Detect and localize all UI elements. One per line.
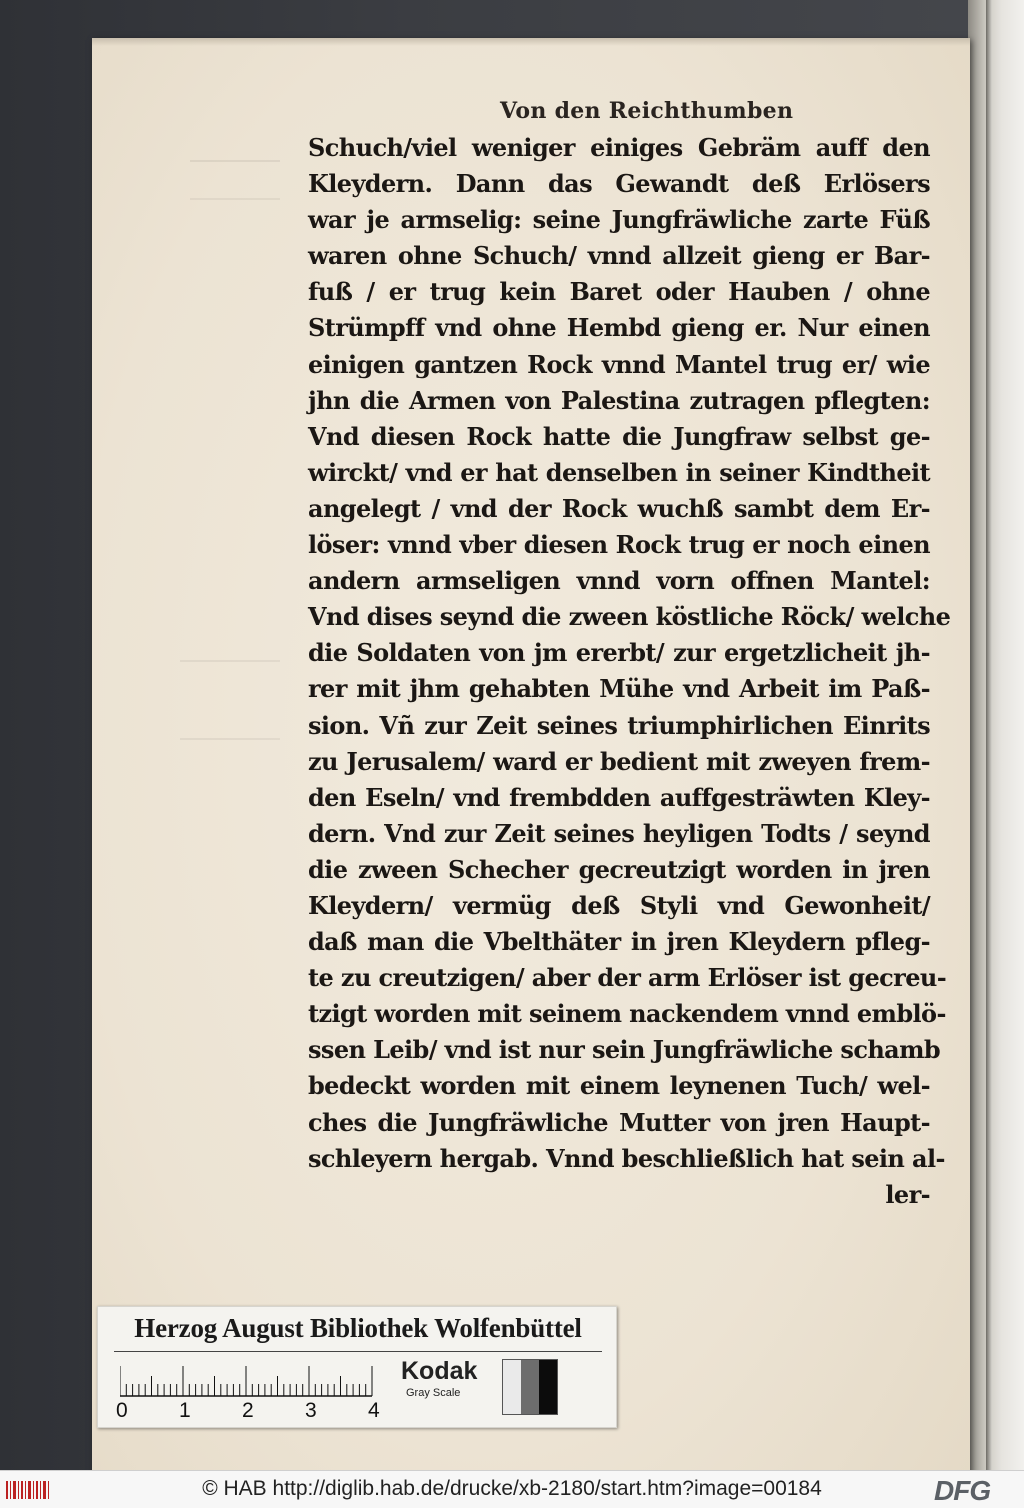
text-line: Vnd diesen Rock hatte die Jungfraw selbst ge-: [308, 421, 930, 451]
scale-card: [97, 1306, 617, 1428]
next-page-edge: [968, 0, 1024, 1470]
text-line: schleyern hergab. Vnnd beschließlich hat sein al-: [308, 1143, 945, 1173]
text-line: den Eseln/ vnd frembdden auffgesträwten Kley-: [308, 782, 930, 812]
ruler-number: 2: [242, 1399, 254, 1422]
text-line: dern. Vnd zur Zeit seines heyligen Todts / seynd: [308, 818, 930, 848]
dfg-logo: DFG: [934, 1475, 991, 1506]
text-line: Strümpff vnd ohne Hembd gieng er. Nur einen: [308, 313, 930, 343]
text-line: wirckt/ vnd er hat denselben in seiner Kindtheit: [308, 457, 930, 487]
ruler-number: 0: [116, 1399, 128, 1422]
card-divider: [114, 1351, 602, 1352]
text-line: war je armselig: seine Jungfräwliche zarte Füß: [308, 205, 930, 235]
text-line: die zween Schecher gecreutzigt worden in jren: [308, 854, 930, 884]
text-line: sion. Vñ zur Zeit seines triumphirlichen Einrits: [308, 710, 930, 740]
source-link[interactable]: © HAB http://diglib.hab.de/drucke/xb-2180/start.htm?image=00184: [202, 1477, 822, 1500]
text-line: einigen gantzen Rock vnnd Mantel trug er/ wie: [308, 349, 930, 379]
next-page-fold: [986, 0, 992, 1470]
text-line: ches die Jungfräwliche Mutter von jren Haupt-: [308, 1107, 930, 1137]
text-line: zu Jerusalem/ ward er bedient mit zweyen frem-: [308, 746, 930, 776]
text-line: Schuch/viel weniger einiges Gebräm auff den: [308, 133, 930, 162]
show-through-mark: [180, 660, 280, 740]
text-line: Kleydern/ vermüg deß Styli vnd Gewonheit/: [308, 890, 930, 920]
text-line: daß man die Vbelthäter in jren Kleydern pfleg-: [308, 927, 930, 957]
text-line: die Soldaten von jm ererbt/ zur ergetzlicheit jh-: [308, 638, 930, 668]
text-line: te zu creutzigen/ aber der arm Erlöser ist gecreu-: [308, 963, 947, 993]
show-through-mark: [190, 160, 280, 200]
text-line: ssen Leib/ vnd ist nur sein Jungfräwliche schamb: [308, 1035, 941, 1065]
text-line: waren ohne Schuch/ vnnd allzeit gieng er Bar-: [308, 241, 930, 271]
text-line: bedeckt worden mit einem leynenen Tuch/ wel-: [308, 1071, 930, 1101]
text-line: andern armseligen vnnd vorn offnen Mantel:: [308, 566, 930, 596]
text-line: Kleydern. Dann das Gewandt deß Erlösers: [308, 169, 930, 199]
text-line: tzigt worden mit seinem nackendem vnnd emblö-: [308, 999, 946, 1029]
ruler-number: 1: [179, 1399, 191, 1422]
text-line: Vnd dises seynd die zween köstliche Röck/ welche: [308, 602, 951, 632]
library-name: Herzog August Bibliothek Wolfenbüttel: [134, 1313, 582, 1343]
text-line: fuß / er trug kein Baret oder Hauben / ohne: [308, 277, 930, 307]
page-top-shadow: [92, 38, 970, 46]
text-block: [308, 130, 951, 1213]
text-line: ler-: [885, 1179, 930, 1209]
footer-bar: [0, 1470, 1024, 1508]
text-line: angelegt / vnd der Rock wuchß sambt dem Er-: [308, 493, 930, 523]
kodak-logo: Kodak: [401, 1357, 478, 1385]
gray-scale-label: Gray Scale: [406, 1387, 461, 1399]
text-line: jhn die Armen von Palestina zutragen pflegten:: [308, 385, 930, 415]
text-line: löser: vnnd vber diesen Rock trug er noch einen: [308, 530, 930, 560]
ruler-number: 3: [305, 1399, 317, 1422]
gray-scale-patch: [502, 1359, 558, 1415]
running-head: Von den Reichthumben: [500, 98, 794, 124]
ruler-number: 4: [368, 1399, 380, 1422]
text-line: rer mit jhm gehabten Mühe vnd Arbeit im Paß-: [308, 674, 930, 704]
